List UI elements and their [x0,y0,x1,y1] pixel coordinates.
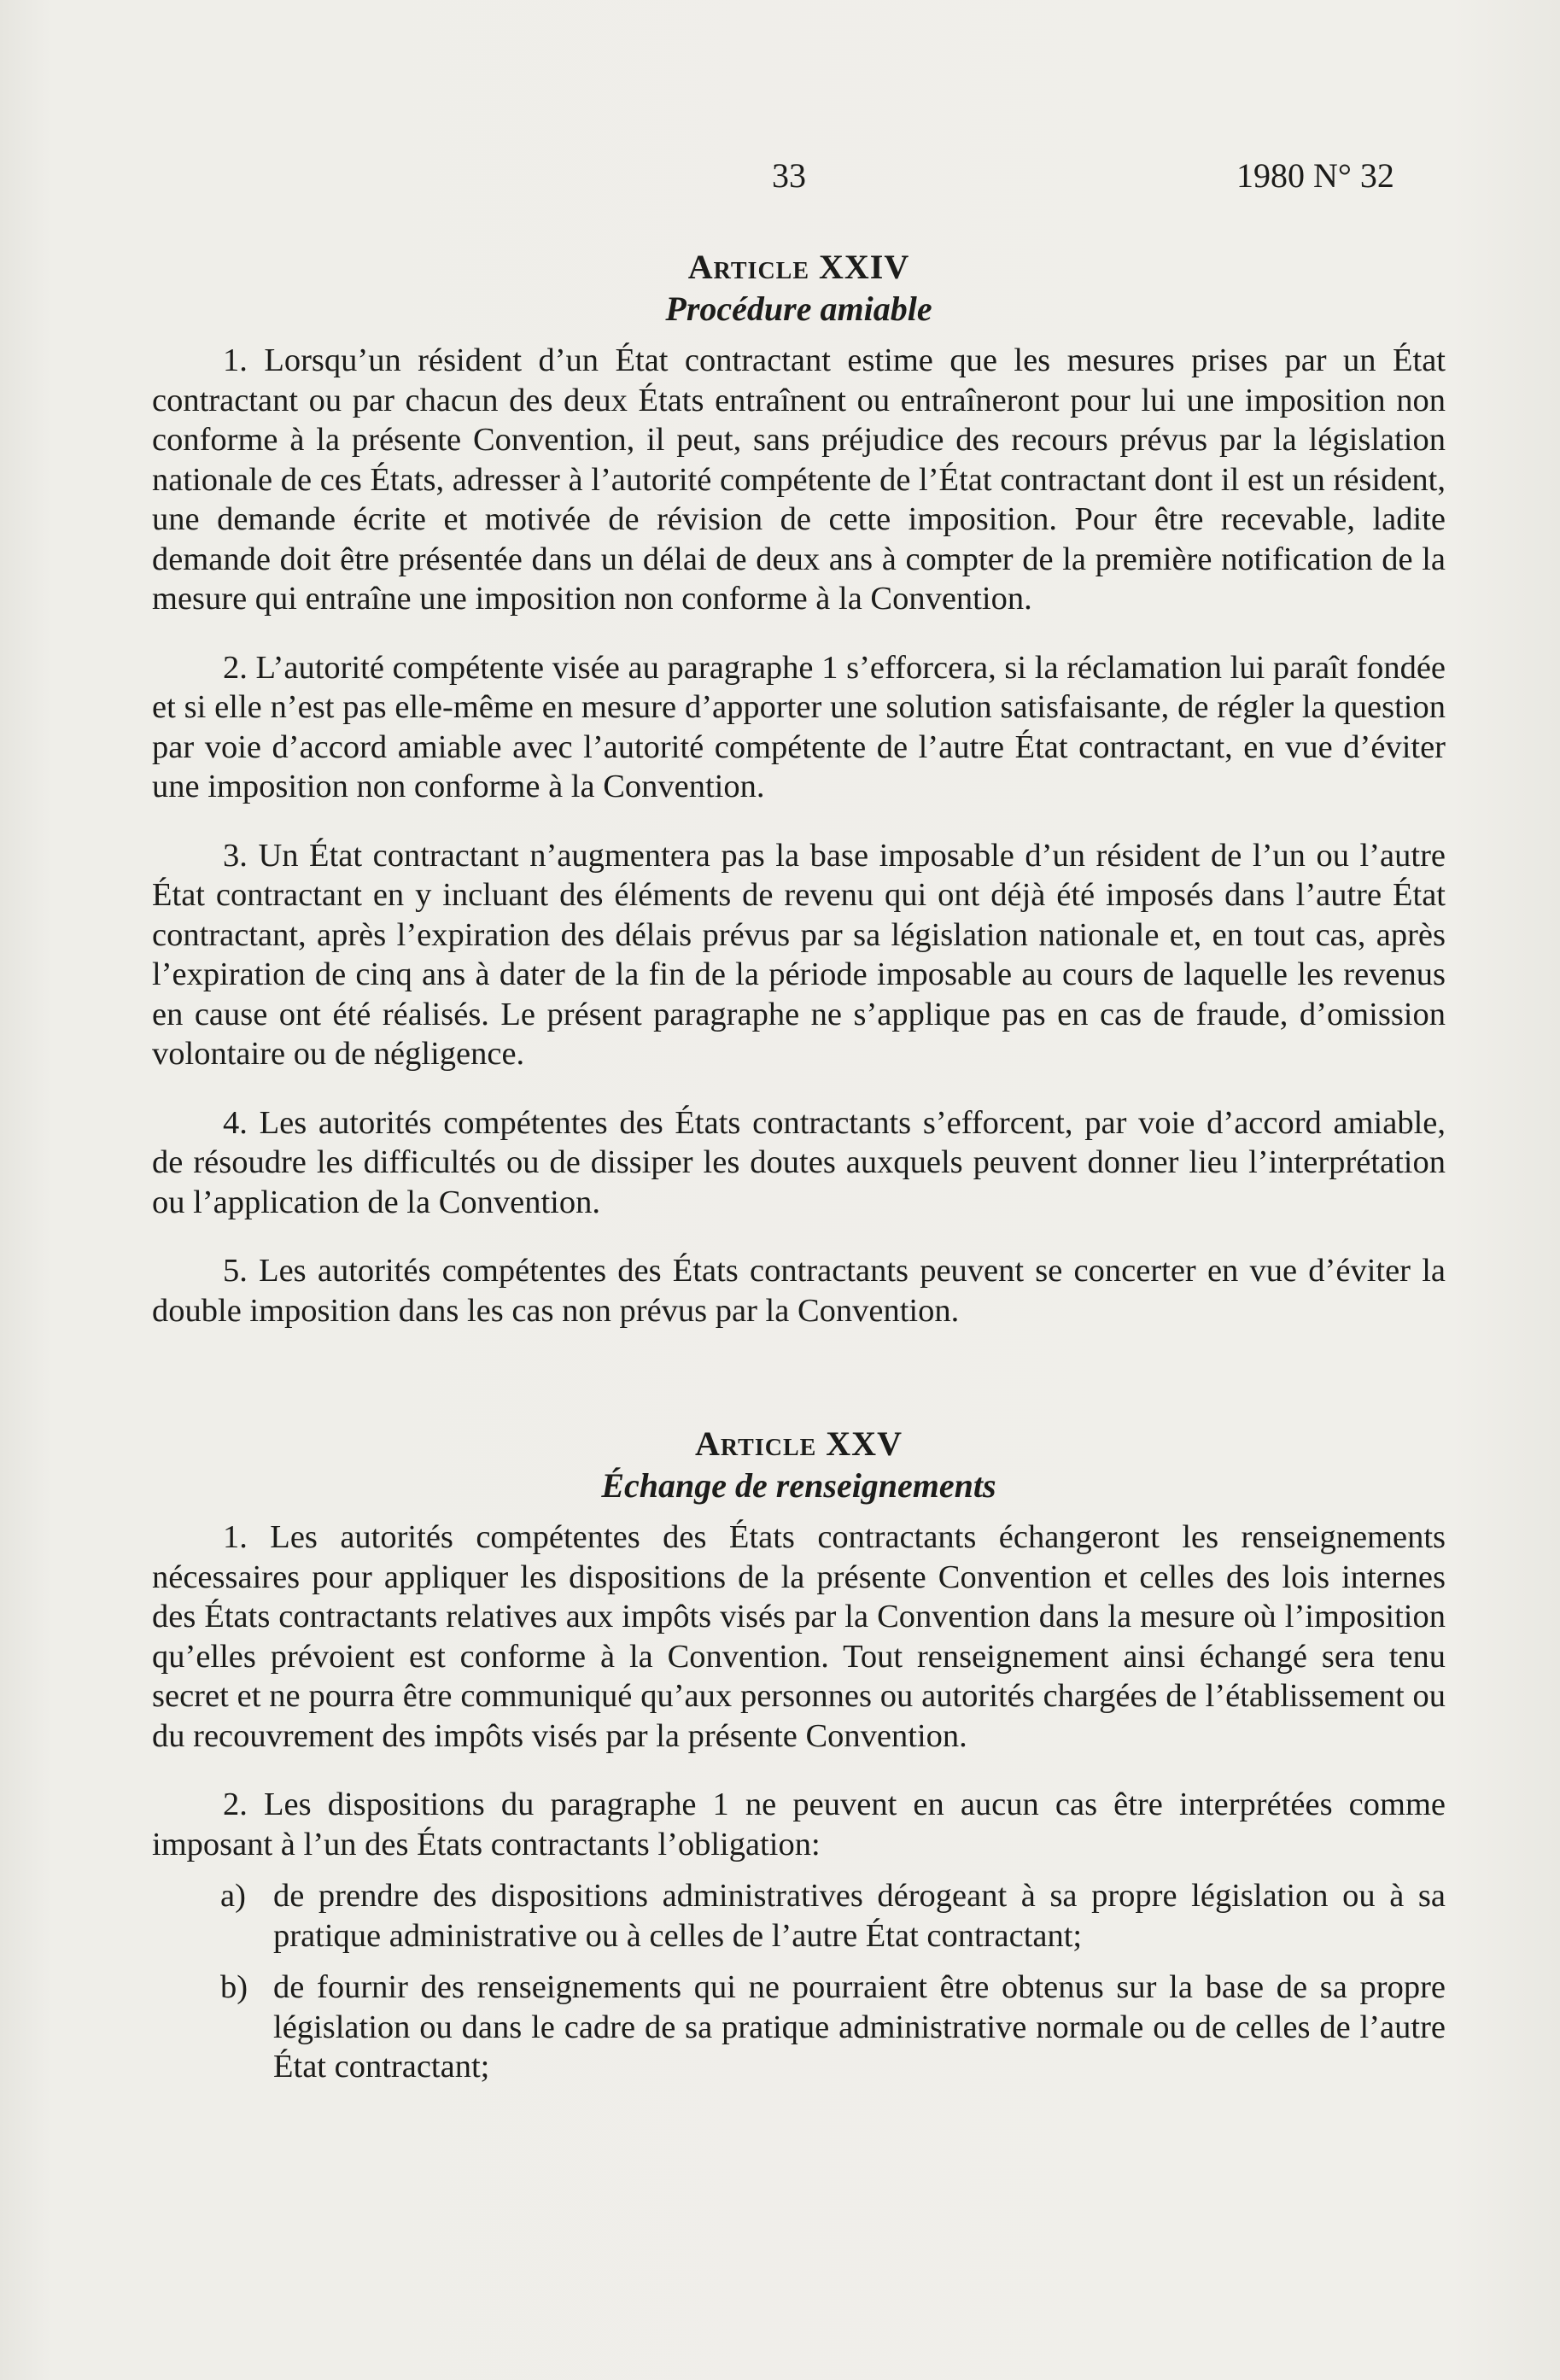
list-item-label: b) [220,1969,248,2005]
paragraph: 3. Un État contractant n’augmentera pas la base imposable d’un résident de l’un ou l’autre État contractant en y incluant des éléments de revenu qui ont déjà été imposés dans l’autre État contractant, après l’expiration des délais prévus par sa législation nationale et, en tout cas, après l’expiration de cinq ans à dater de la fin de la période imposable au cours de laquelle les revenus en cause ont été réalisés. Le présent paragraphe ne s’applique pas en cas de fraude, d’omission volontaire ou de négligence. [152,837,1446,1072]
list-item [220,1968,1446,2087]
article-24 [152,248,1446,1330]
page-number: 33 [772,156,806,195]
page-header [0,155,1560,207]
list-item [220,1876,1446,1956]
document-reference: 1980 N° 32 [1236,156,1394,195]
paragraph: 2. L’autorité compétente visée au paragraphe 1 s’efforcera, si la réclamation lui paraît fondée et si elle n’est pas elle-même en mesure d’apporter une solution satisfaisante, de régler la question par voie d’accord amiable avec l’autorité compétente de l’autre État contractant, en vue d’éviter une imposition non conforme à la Convention. [152,649,1446,804]
article-title: Article XXV [695,1424,903,1463]
article-subtitle: Procédure amiable [665,289,932,328]
list-item-label: a) [220,1878,246,1914]
article-25 [152,1424,1446,2087]
article-subtitle: Échange de renseignements [601,1465,996,1505]
document-body [152,248,1446,2087]
list-item-text: de fournir des renseignements qui ne pourraient être obtenus sur la base de sa propre législation ou dans le cadre de sa pratique administrative normale ou de celles de l’autre État contractant; [273,1969,1446,2085]
article-title: Article XXIV [687,248,910,286]
paragraph: 1. Lorsqu’un résident d’un État contractant estime que les mesures prises par un État contractant ou par chacun des deux États entraînent ou entraîneront pour lui une imposition non conforme à la présente Convention, il peut, sans préjudice des recours prévus par la législation nationale de ces États, adresser à l’autorité compétente de l’État contractant dont il est un résident, une demande écrite et motivée de révision de cette imposition. Pour être recevable, ladite demande doit être présentée dans un délai de deux ans à compter de la première notification de la mesure qui entraîne une imposition non conforme à la Convention. [152,342,1446,617]
paragraph: 5. Les autorités compétentes des États contractants peuvent se concerter en vue d’éviter la double imposition dans les cas non prévus par la Convention. [152,1253,1446,1329]
paragraph: 4. Les autorités compétentes des États contractants s’efforcent, par voie d’accord amiable, de résoudre les difficultés ou de dissiper les doutes auxquels peuvent donner lieu l’interprétation ou l’application de la Convention. [152,1104,1446,1220]
paragraph: 2. Les dispositions du paragraphe 1 ne peuvent en aucun cas être interprétées comme imposant à l’un des États contractants l’obligation: [152,1786,1446,1862]
list-item-text: de prendre des dispositions administratives dérogeant à sa propre législation ou à sa pratique administrative ou à celles de l’autre État contractant; [273,1878,1446,1954]
paragraph: 1. Les autorités compétentes des États contractants échangeront les renseignements nécessaires pour appliquer les dispositions de la présente Convention et celles des lois internes des États contractants relatives aux impôts visés par la Convention dans la mesure où l’imposition qu’elles prévoient est conforme à la Convention. Tout renseignement ainsi échangé sera tenu secret et ne pourra être communiqué qu’aux personnes ou autorités chargées de l’établissement ou du recouvrement des impôts visés par la présente Convention. [152,1519,1446,1754]
